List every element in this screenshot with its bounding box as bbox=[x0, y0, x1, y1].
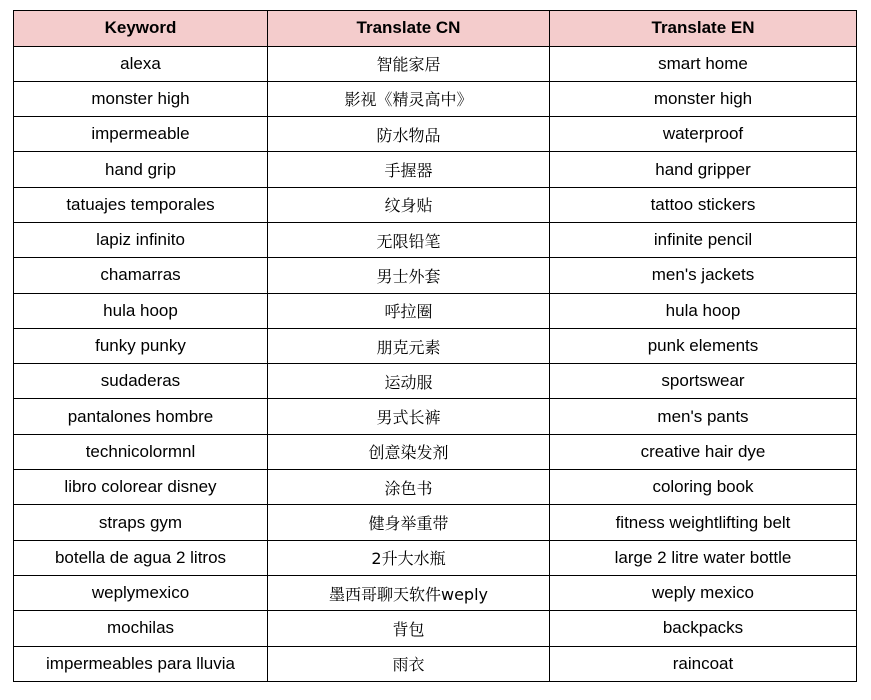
keyword-cell: monster high bbox=[14, 81, 268, 116]
translate-en-cell: waterproof bbox=[550, 117, 857, 152]
translate-en-cell: creative hair dye bbox=[550, 434, 857, 469]
table-row bbox=[14, 293, 857, 328]
translate-cn-cell: 男士外套 bbox=[268, 258, 550, 293]
translate-cn-cell: 健身举重带 bbox=[268, 505, 550, 540]
keyword-cell: impermeables para lluvia bbox=[14, 646, 268, 681]
keyword-cell: botella de agua 2 litros bbox=[14, 540, 268, 575]
table-row bbox=[14, 46, 857, 81]
keyword-translation-table bbox=[13, 10, 857, 682]
keyword-cell: weplymexico bbox=[14, 575, 268, 610]
header-translate-en: Translate EN bbox=[550, 11, 857, 47]
translate-en-cell: punk elements bbox=[550, 328, 857, 363]
keyword-cell: technicolormnl bbox=[14, 434, 268, 469]
keyword-cell: impermeable bbox=[14, 117, 268, 152]
translate-cn-cell: 2升大水瓶 bbox=[268, 540, 550, 575]
translate-en-cell: weply mexico bbox=[550, 575, 857, 610]
translate-cn-cell: 背包 bbox=[268, 611, 550, 646]
translate-cn-cell: 纹身贴 bbox=[268, 187, 550, 222]
translate-en-cell: hand gripper bbox=[550, 152, 857, 187]
translate-cn-cell: 手握器 bbox=[268, 152, 550, 187]
table-body bbox=[14, 46, 857, 681]
translate-en-cell: smart home bbox=[550, 46, 857, 81]
table-row bbox=[14, 575, 857, 610]
translate-cn-cell: 雨衣 bbox=[268, 646, 550, 681]
translate-en-cell: coloring book bbox=[550, 470, 857, 505]
keyword-cell: libro colorear disney bbox=[14, 470, 268, 505]
translate-en-cell: fitness weightlifting belt bbox=[550, 505, 857, 540]
translate-cn-cell: 呼拉圈 bbox=[268, 293, 550, 328]
translate-en-cell: large 2 litre water bottle bbox=[550, 540, 857, 575]
header-row bbox=[14, 11, 857, 47]
translate-en-cell: men's pants bbox=[550, 399, 857, 434]
translate-cn-cell: 墨西哥聊天软件weply bbox=[268, 575, 550, 610]
translate-en-cell: sportswear bbox=[550, 364, 857, 399]
table-row bbox=[14, 540, 857, 575]
keyword-cell: funky punky bbox=[14, 328, 268, 363]
keyword-cell: tatuajes temporales bbox=[14, 187, 268, 222]
table-row bbox=[14, 187, 857, 222]
table-row bbox=[14, 81, 857, 116]
table-row bbox=[14, 646, 857, 681]
translate-cn-cell: 防水物品 bbox=[268, 117, 550, 152]
translate-cn-cell: 运动服 bbox=[268, 364, 550, 399]
table-row bbox=[14, 434, 857, 469]
table-row bbox=[14, 364, 857, 399]
table-row bbox=[14, 222, 857, 257]
translate-cn-cell: 朋克元素 bbox=[268, 328, 550, 363]
keyword-cell: hula hoop bbox=[14, 293, 268, 328]
table-row bbox=[14, 328, 857, 363]
table-row bbox=[14, 117, 857, 152]
keyword-cell: chamarras bbox=[14, 258, 268, 293]
translate-en-cell: infinite pencil bbox=[550, 222, 857, 257]
translate-en-cell: hula hoop bbox=[550, 293, 857, 328]
table-row bbox=[14, 399, 857, 434]
table-row bbox=[14, 611, 857, 646]
keyword-cell: hand grip bbox=[14, 152, 268, 187]
table-row bbox=[14, 470, 857, 505]
translate-cn-cell: 无限铅笔 bbox=[268, 222, 550, 257]
translate-en-cell: monster high bbox=[550, 81, 857, 116]
keyword-cell: pantalones hombre bbox=[14, 399, 268, 434]
header-translate-cn: Translate CN bbox=[268, 11, 550, 47]
translate-cn-cell: 男式长裤 bbox=[268, 399, 550, 434]
translate-en-cell: backpacks bbox=[550, 611, 857, 646]
translate-cn-cell: 影视《精灵高中》 bbox=[268, 81, 550, 116]
table-row bbox=[14, 152, 857, 187]
keyword-cell: straps gym bbox=[14, 505, 268, 540]
keyword-cell: alexa bbox=[14, 46, 268, 81]
table-row bbox=[14, 258, 857, 293]
translate-cn-cell: 涂色书 bbox=[268, 470, 550, 505]
translate-en-cell: men's jackets bbox=[550, 258, 857, 293]
keyword-cell: mochilas bbox=[14, 611, 268, 646]
translate-en-cell: raincoat bbox=[550, 646, 857, 681]
keyword-cell: sudaderas bbox=[14, 364, 268, 399]
translate-cn-cell: 智能家居 bbox=[268, 46, 550, 81]
translate-cn-cell: 创意染发剂 bbox=[268, 434, 550, 469]
header-keyword: Keyword bbox=[14, 11, 268, 47]
translate-en-cell: tattoo stickers bbox=[550, 187, 857, 222]
table-row bbox=[14, 505, 857, 540]
keyword-cell: lapiz infinito bbox=[14, 222, 268, 257]
